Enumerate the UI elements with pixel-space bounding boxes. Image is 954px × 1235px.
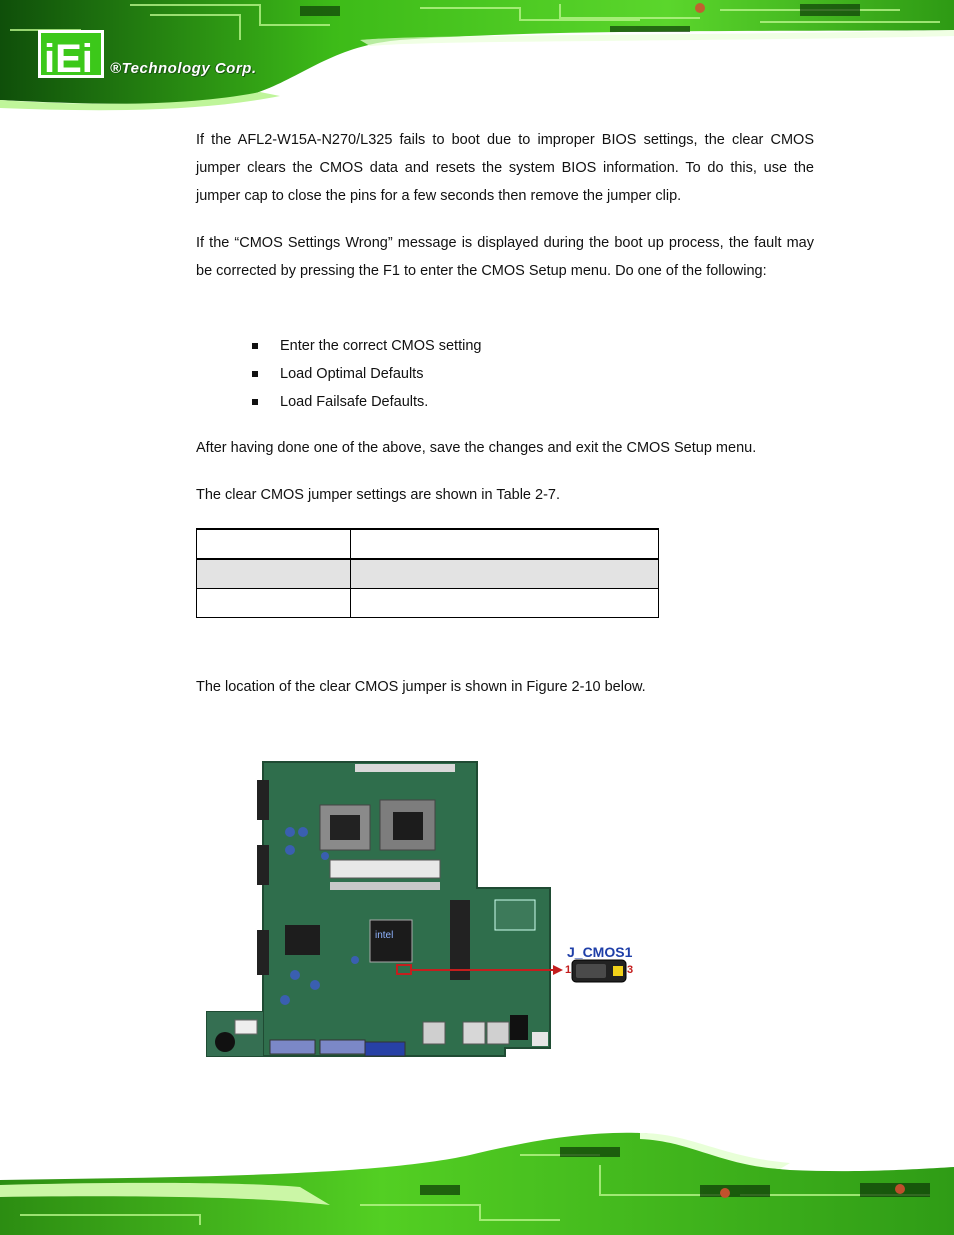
square-bullet-icon (252, 399, 258, 405)
page-header-banner (0, 0, 954, 112)
intro-paragraph: If the AFL2-W15A-N270/L325 fails to boot due to improper BIOS settings, the clear CMOS jumper clears the CMOS data and resets the system BIOS information. To do this, use the jumper cap to close the pins for a few seconds then remove the jumper clip. (196, 132, 814, 204)
jumper-label: J_CMOS1 (567, 944, 633, 960)
list-item: Load Failsafe Defaults. (252, 388, 481, 416)
table-row (197, 529, 659, 559)
circuit-board-footer (0, 1125, 954, 1235)
jumper-settings-table (196, 528, 659, 618)
intel-chip-label: intel (375, 930, 394, 941)
pin-3-label: 3 (627, 964, 634, 976)
iei-logo (38, 30, 104, 81)
save-changes-paragraph: After having done one of the above, save the changes and exit the CMOS Setup menu. (196, 440, 757, 456)
pin-1-label: 1 (565, 964, 572, 976)
table-row (197, 589, 659, 618)
svg-text:iEi: iEi (44, 37, 93, 81)
cmos-message-paragraph: If the “CMOS Settings Wrong” message is displayed during the boot up process, the fault may be corrected by pressing the F1 to enter the CMOS Setup menu. Do one of the following: (196, 235, 814, 279)
motherboard-figure (205, 760, 645, 1060)
square-bullet-icon (252, 371, 258, 377)
table-row (197, 559, 659, 589)
options-list (252, 332, 481, 416)
page-footer-banner (0, 1125, 954, 1235)
company-tagline: ®Technology Corp. (110, 60, 257, 77)
figure-reference-paragraph: The location of the clear CMOS jumper is shown in Figure 2-10 below. (196, 679, 646, 695)
list-item: Enter the correct CMOS setting (252, 332, 481, 360)
table-reference-paragraph: The clear CMOS jumper settings are shown in Table 2-7. (196, 487, 561, 503)
circuit-board-banner (0, 0, 954, 112)
square-bullet-icon (252, 343, 258, 349)
list-item: Load Optimal Defaults (252, 360, 481, 388)
